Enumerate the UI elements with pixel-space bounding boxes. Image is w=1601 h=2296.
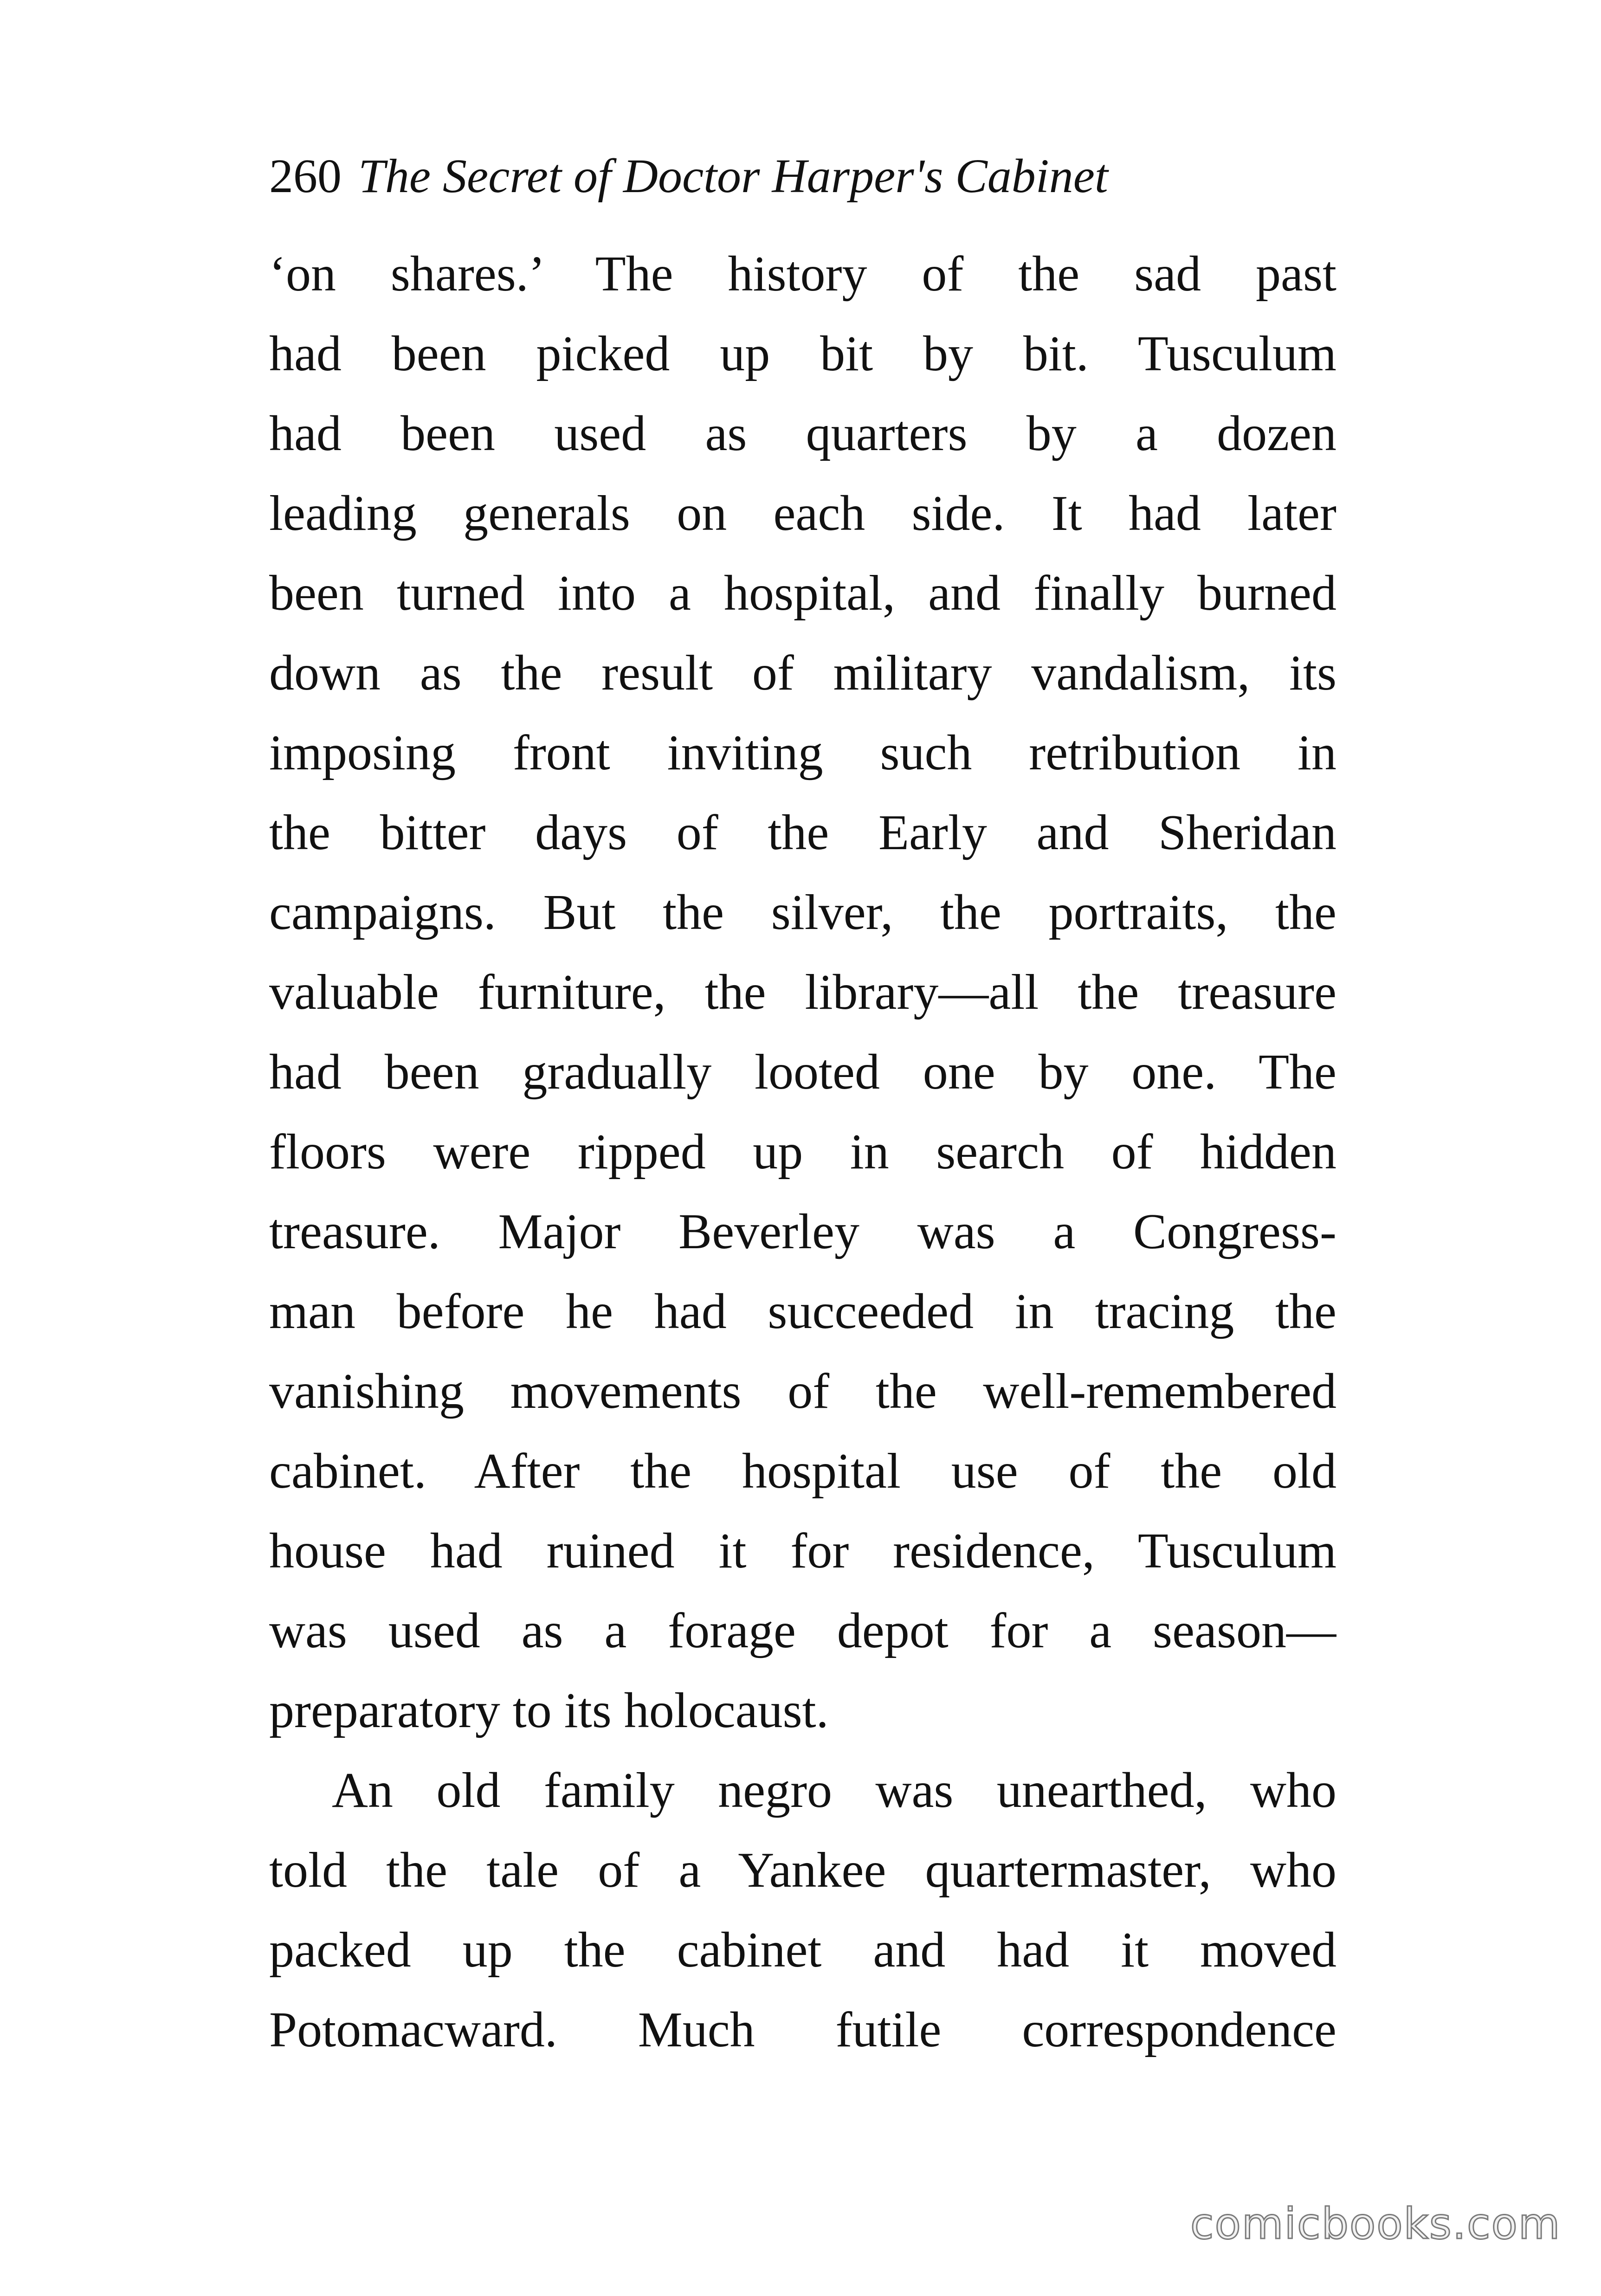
text-line: down as the result of military vandalism, its [269, 645, 1336, 701]
paragraph-2 [269, 1751, 1336, 2070]
paragraph-1 [269, 234, 1336, 1751]
text-line: was used as a forage depot for a season— [269, 1603, 1336, 1658]
text-line: valuable furniture, the library—all the treasure [269, 965, 1336, 1020]
page-number: 260 [269, 149, 342, 203]
text-line: imposing front inviting such retribution in [269, 725, 1336, 780]
text-line: packed up the cabinet and had it moved [269, 1922, 1336, 1978]
running-title: The Secret of Doctor Harper's Cabinet [358, 149, 1108, 203]
text-line: preparatory to its holocaust. [269, 1683, 829, 1738]
text-line: had been used as quarters by a dozen [269, 406, 1336, 461]
text-line: had been picked up bit by bit. Tusculum [269, 326, 1336, 381]
watermark: comicbooks.com [1190, 2199, 1561, 2249]
text-line: leading generals on each side. It had later [269, 486, 1336, 541]
text-line: Potomacward. Much futile correspondence [269, 2002, 1336, 2057]
text-line: campaigns. But the silver, the portraits, the [269, 885, 1336, 940]
text-line: floors were ripped up in search of hidden [269, 1124, 1336, 1180]
text-line: ‘on shares.’ The history of the sad past [269, 246, 1336, 302]
text-line: the bitter days of the Early and Sheridan [269, 805, 1336, 860]
text-line: treasure. Major Beverley was a Congress- [269, 1204, 1336, 1259]
text-line: An old family negro was unearthed, who [332, 1763, 1336, 1818]
text-line: house had ruined it for residence, Tusculum [269, 1523, 1336, 1579]
text-line: vanishing movements of the well-remembered [269, 1364, 1336, 1419]
running-head [269, 139, 1350, 213]
text-line: told the tale of a Yankee quartermaster, who [269, 1843, 1336, 1898]
text-line: been turned into a hospital, and finally burned [269, 566, 1336, 621]
body-text [269, 234, 1336, 2070]
text-line: man before he had succeeded in tracing the [269, 1284, 1336, 1339]
text-line: cabinet. After the hospital use of the old [269, 1444, 1336, 1499]
text-line: had been gradually looted one by one. The [269, 1045, 1336, 1100]
